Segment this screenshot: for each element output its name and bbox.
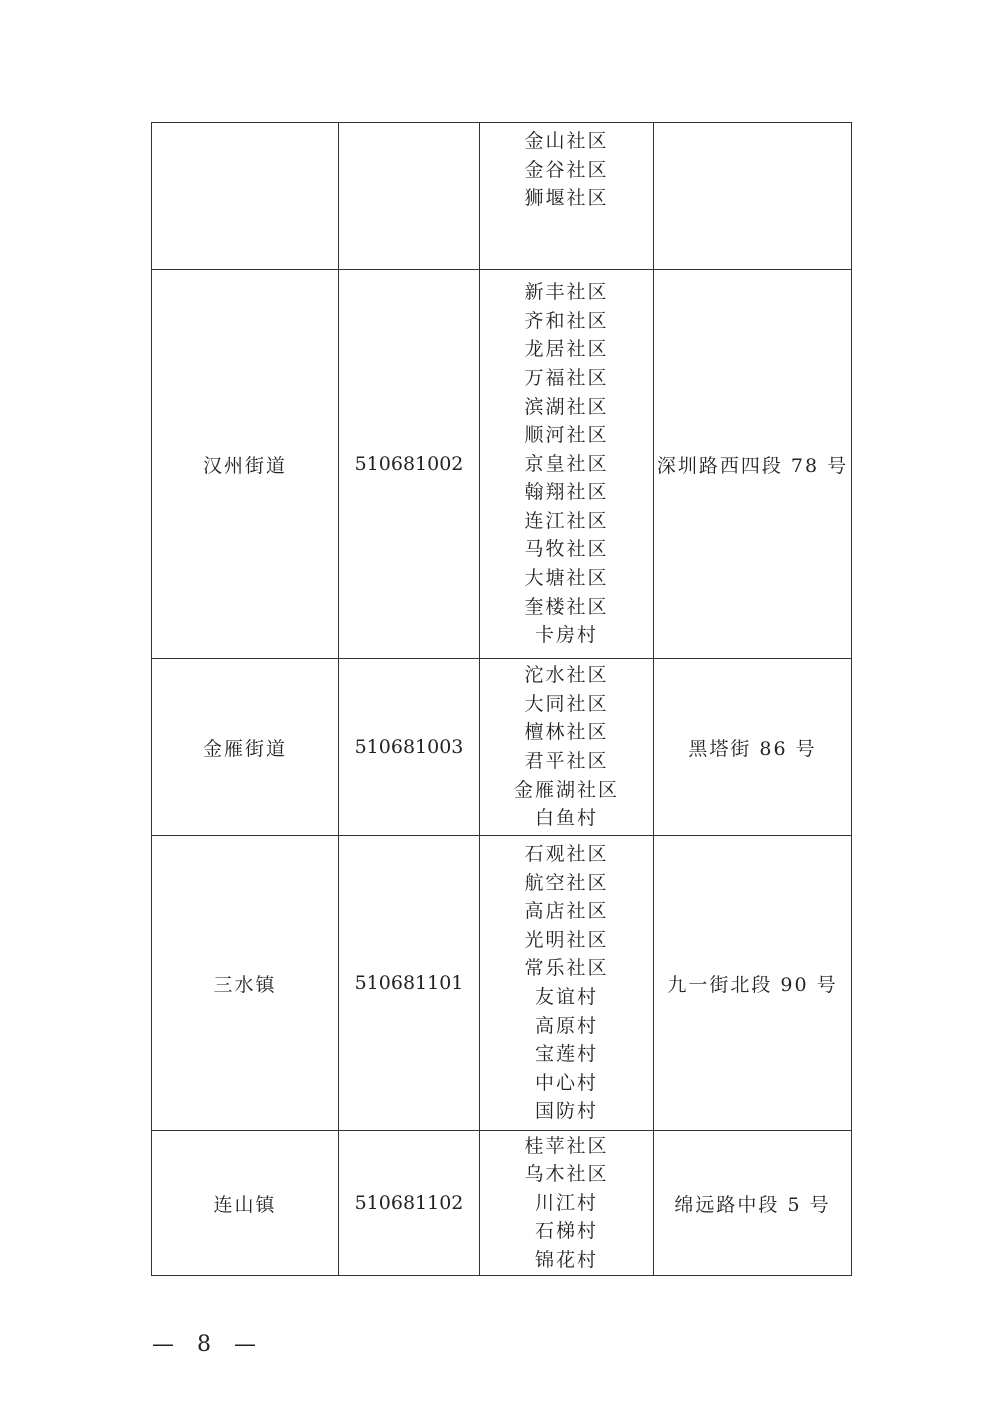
township-name-cell: 金雁街道: [152, 659, 339, 836]
office-address-cell: 黑塔街 86 号: [654, 659, 852, 836]
division-code-cell: [339, 123, 480, 270]
office-address-cell: 绵远路中段 5 号: [654, 1131, 852, 1276]
community-item: 金雁湖社区: [513, 778, 619, 801]
community-item: 顺河社区: [524, 424, 609, 447]
table-row: [152, 1131, 852, 1276]
community-item: 高店社区: [524, 900, 609, 923]
table-row: [152, 836, 852, 1131]
community-item: 卡房村: [534, 624, 598, 647]
community-item: 常乐社区: [524, 957, 609, 980]
community-item: 龙居社区: [524, 338, 609, 361]
community-item: 白鱼村: [534, 807, 598, 830]
division-code-cell: 510681101: [339, 836, 480, 1131]
township-name-cell: [152, 123, 339, 270]
community-list-cell: [480, 659, 654, 836]
community-item: 川江村: [534, 1191, 598, 1214]
community-list: [480, 1132, 653, 1275]
community-item: 京皇社区: [524, 452, 609, 475]
community-item: 翰翔社区: [524, 481, 609, 504]
division-code-cell: 510681102: [339, 1131, 480, 1276]
community-item: 奎楼社区: [524, 595, 609, 618]
community-item: 金谷社区: [524, 158, 609, 181]
community-list: [480, 840, 653, 1126]
community-item: 滨湖社区: [524, 395, 609, 418]
division-code-cell: 510681003: [339, 659, 480, 836]
community-item: 新丰社区: [524, 281, 609, 304]
community-item: 狮堰社区: [524, 187, 609, 210]
office-address-cell: 深圳路西四段 78 号: [654, 270, 852, 659]
community-list: [480, 123, 653, 213]
township-name-cell: 汉州街道: [152, 270, 339, 659]
community-item: 马牧社区: [524, 538, 609, 561]
community-item: 中心村: [534, 1071, 598, 1094]
community-item: 齐和社区: [524, 309, 609, 332]
office-address-cell: [654, 123, 852, 270]
community-list-cell: [480, 270, 654, 659]
community-item: 光明社区: [524, 928, 609, 951]
community-item: 航空社区: [524, 871, 609, 894]
community-item: 金山社区: [524, 130, 609, 152]
community-list-cell: [480, 123, 654, 270]
community-item: 桂苹社区: [524, 1134, 609, 1157]
community-item: 高原村: [534, 1014, 598, 1037]
community-item: 君平社区: [524, 750, 609, 772]
community-item: 锦花村: [534, 1248, 598, 1271]
township-name-cell: 三水镇: [152, 836, 339, 1131]
community-item: 沱水社区: [524, 664, 609, 687]
community-item: 万福社区: [524, 366, 609, 389]
community-item: 连江社区: [524, 509, 609, 532]
division-code-cell: 510681002: [339, 270, 480, 659]
community-list-cell: [480, 836, 654, 1131]
table-row: [152, 123, 852, 270]
community-item: 乌木社区: [524, 1163, 609, 1186]
community-item: 大塘社区: [524, 567, 609, 590]
township-name-cell: 连山镇: [152, 1131, 339, 1276]
community-item: 石观社区: [524, 843, 609, 866]
community-item: 石梯村: [534, 1220, 598, 1243]
community-item: 国防村: [534, 1100, 598, 1123]
page-number: — 8 —: [152, 1332, 264, 1357]
community-list: [480, 661, 653, 833]
community-item: 宝莲村: [534, 1043, 598, 1066]
table-row: [152, 659, 852, 836]
office-address-cell: 九一街北段 90 号: [654, 836, 852, 1131]
community-list: [480, 278, 653, 650]
community-list-cell: [480, 1131, 654, 1276]
table-row: [152, 270, 852, 659]
community-item: 檀林社区: [524, 721, 609, 744]
admin-division-table: [151, 122, 852, 1276]
community-item: 大同社区: [524, 692, 609, 715]
community-item: 友谊村: [534, 986, 598, 1008]
